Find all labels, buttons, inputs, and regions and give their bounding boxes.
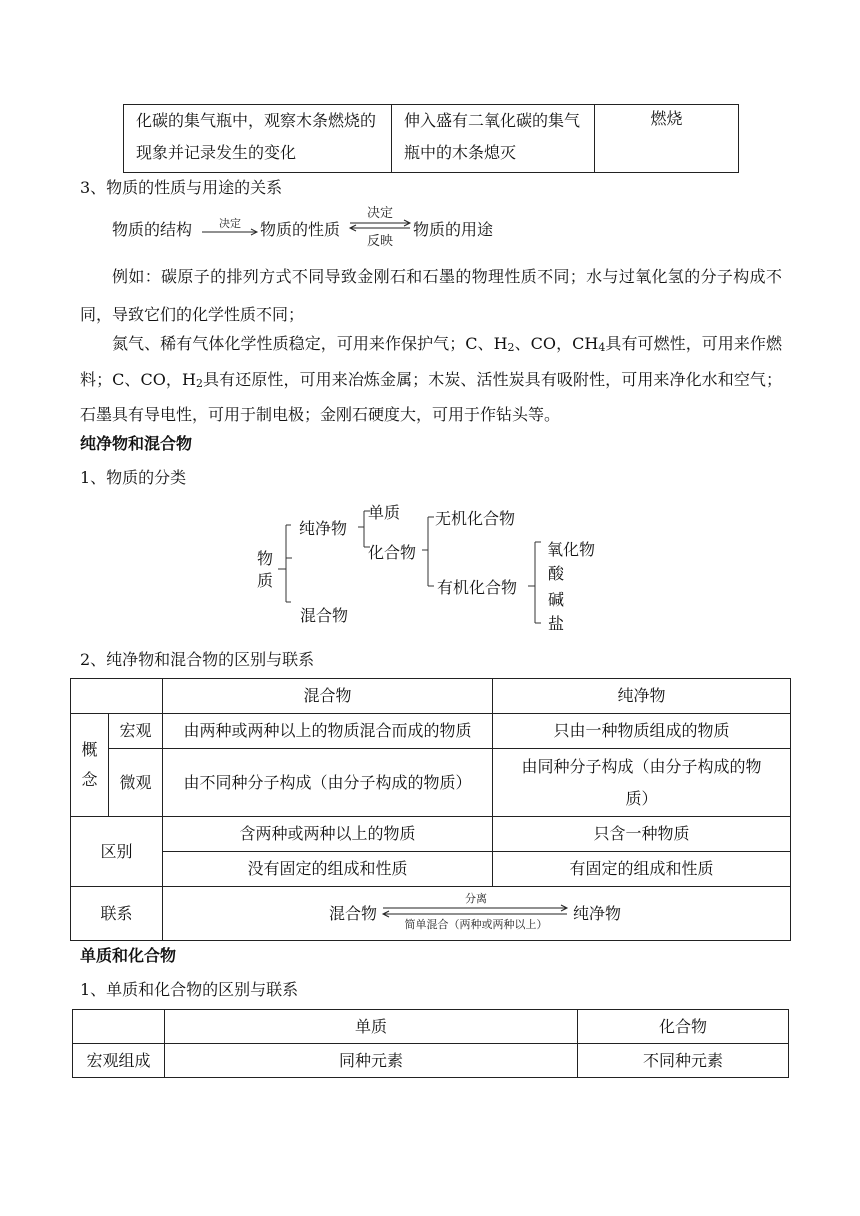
tree-pure: 纯净物 (299, 519, 348, 538)
compound-composition: 不同种元素 (578, 1044, 789, 1078)
top-table-cell-1: 化碳的集气瓶中，观察木条燃烧的现象并记录发生的变化 (124, 105, 392, 173)
diff1-pure: 只含一种物质 (493, 817, 791, 852)
header-mixture: 混合物 (163, 679, 493, 714)
micro-label: 微观 (109, 749, 163, 817)
tree-compound: 化合物 (368, 543, 417, 562)
ec-table-corner (73, 1010, 165, 1044)
section-pure-mixture-title: 纯净物和混合物 (80, 434, 193, 453)
macro-composition-label: 宏观组成 (73, 1044, 165, 1078)
header-element: 单质 (165, 1010, 578, 1044)
usage-paragraph: 氮气、稀有气体化学性质稳定，可用来作保护气；C、$H_2$、CO，$CH_4$具有可燃性，可用来作燃料；C、CO，$H_2$具有还原性，可用来冶炼金属；木炭、活性炭具有吸附性，可用来净化水和空气；石墨具有导电性，可用于制电极；金刚石硬度大，可用于作钻头等。 (80, 334, 782, 424)
difference-label: 区别 (71, 817, 163, 887)
element-composition: 同种元素 (165, 1044, 578, 1078)
simple-mixing-label: 简单混合（两种或两种以上） (404, 917, 548, 931)
element-compound-heading: 1、单质和化合物的区别与联系 (80, 980, 299, 999)
classification-heading: 1、物质的分类 (80, 468, 187, 487)
separation-label: 分离 (465, 891, 487, 905)
macro-pure: 只由一种物质组成的物质 (493, 714, 791, 749)
relation-label: 联系 (71, 887, 163, 941)
diff2-pure: 有固定的组成和性质 (493, 852, 791, 887)
element-compound-table (72, 1009, 789, 1078)
section-element-compound-title: 单质和化合物 (80, 946, 177, 965)
determine-arrow-label: 决定 (219, 217, 241, 230)
diff2-mixture: 没有固定的组成和性质 (163, 852, 493, 887)
concept-label: 概念 (71, 714, 109, 817)
relation-mixture: 混合物 (329, 903, 378, 923)
double-arrow-bottom-label: 反映 (366, 234, 394, 249)
top-table (123, 104, 739, 173)
difference-heading: 2、纯净物和混合物的区别与联系 (80, 650, 315, 669)
relation-usage: 物质的用途 (413, 220, 494, 239)
header-compound: 化合物 (578, 1010, 789, 1044)
micro-pure: 由同种分子构成（由分子构成的物质） (493, 749, 791, 817)
diff1-mixture: 含两种或两种以上的物质 (163, 817, 493, 852)
tree-inorganic: 无机化合物 (435, 509, 516, 528)
pure-mixture-table (70, 678, 791, 941)
example-paragraph: 例如：碳原子的排列方式不同导致金刚石和石墨的物理性质不同；水与过氧化氢的分子构成不同，导致它们的化学性质不同； (80, 267, 782, 324)
top-table-cell-2: 伸入盛有二氧化碳的集气瓶中的木条熄灭 (392, 105, 595, 173)
relation-pure: 纯净物 (573, 903, 622, 923)
macro-label: 宏观 (109, 714, 163, 749)
macro-mixture: 由两种或两种以上的物质混合而成的物质 (163, 714, 493, 749)
tree-oxide: 氧化物 (547, 540, 596, 559)
tree-base: 碱 (548, 590, 565, 609)
double-arrow-top-label: 决定 (366, 206, 394, 221)
header-pure: 纯净物 (493, 679, 791, 714)
table-corner (71, 679, 163, 714)
double-arrow (346, 203, 414, 249)
tree-organic: 有机化合物 (437, 578, 518, 597)
tree-root: 物质 (257, 549, 274, 590)
tree-acid: 酸 (548, 564, 565, 583)
tree-salt: 盐 (548, 614, 565, 633)
determine-arrow (200, 216, 262, 238)
micro-mixture: 由不同种分子构成（由分子构成的物质） (163, 749, 493, 817)
separation-arrow (381, 890, 571, 936)
tree-mixture: 混合物 (300, 606, 349, 625)
tree-element: 单质 (368, 503, 401, 522)
relation-property: 物质的性质 (260, 220, 341, 239)
relation-cell (163, 887, 791, 941)
top-table-cell-3: 燃烧 (595, 105, 739, 173)
relation-structure: 物质的结构 (112, 220, 193, 239)
section3-heading: 3、物质的性质与用途的关系 (80, 178, 283, 197)
